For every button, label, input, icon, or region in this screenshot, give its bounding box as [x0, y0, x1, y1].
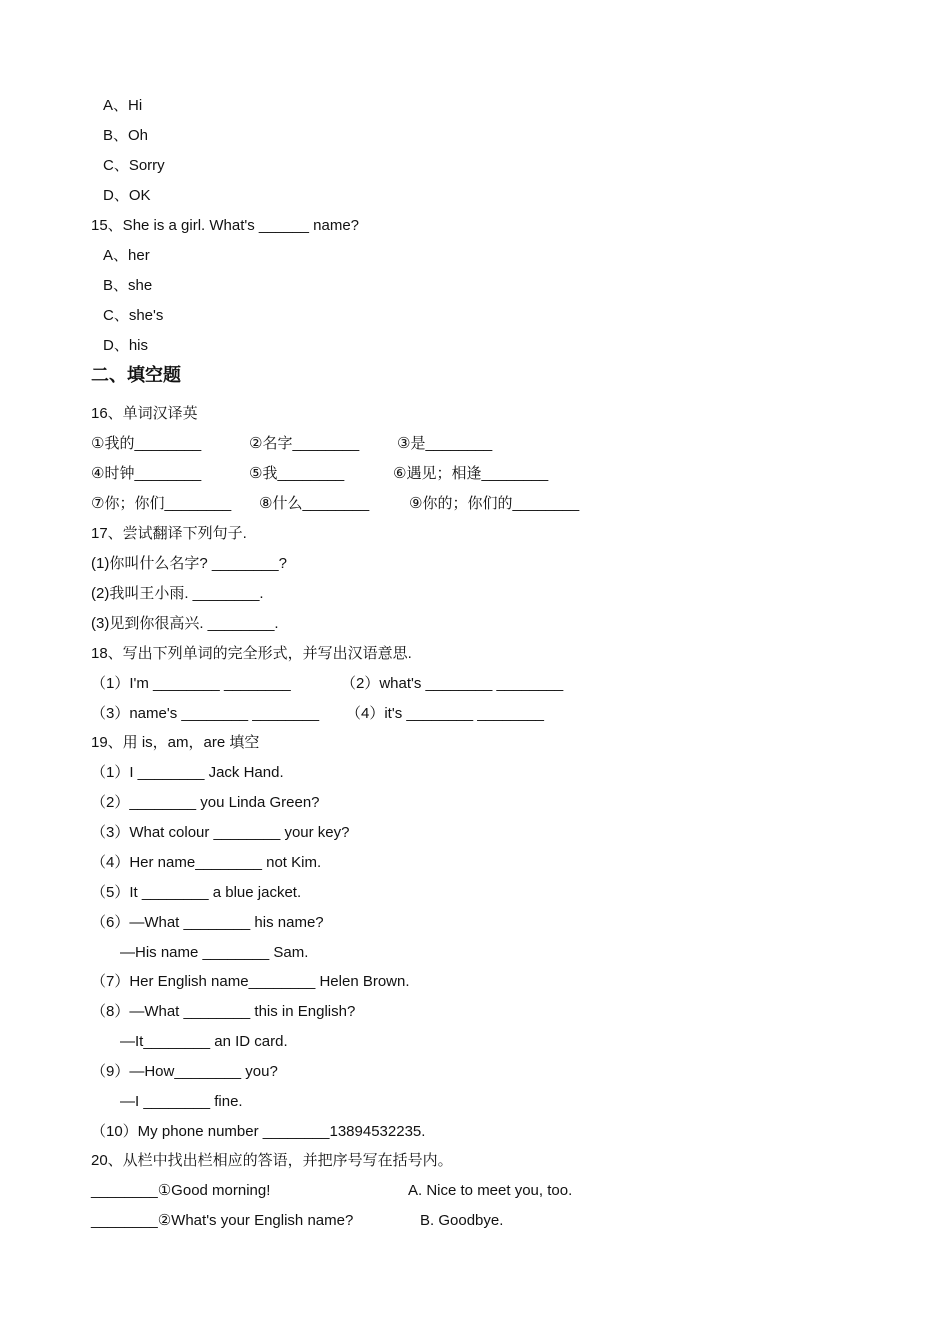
- q20-row-2-right: B. Goodbye.: [420, 1212, 504, 1229]
- q20-row-2-left: ________②What's your English name?: [91, 1212, 354, 1229]
- q19-item-7: （7）Her English name________ Helen Brown.: [91, 973, 410, 990]
- q15-option-a: A、her: [103, 247, 150, 264]
- q19-item-8: （8）—What ________ this in English?: [91, 1003, 356, 1020]
- q20-row-1-left: ________①Good morning!: [91, 1182, 271, 1199]
- q19-item-8-answer: —It________ an ID card.: [120, 1033, 288, 1050]
- q15-option-b: B、she: [103, 277, 153, 294]
- q18-item-2: （2）what's ________ ________: [341, 675, 564, 692]
- q19-item-9: （9）—How________ you?: [91, 1063, 278, 1080]
- q20-title: 20、从栏中找出栏相应的答语，并把序号写在括号内。: [91, 1152, 453, 1169]
- q16-item-7: ⑦你；你们________: [91, 495, 232, 512]
- q18-row-1: [91, 669, 851, 699]
- q19-item-4: （4）Her name________ not Kim.: [91, 854, 322, 871]
- q20-row-2: [91, 1206, 851, 1236]
- q20-row-1-right: A. Nice to meet you, too.: [408, 1182, 573, 1199]
- q17-item-1: (1)你叫什么名字? ________?: [91, 555, 287, 572]
- q16-title: 16、单词汉译英: [91, 405, 198, 422]
- q18-row-2: [91, 699, 851, 729]
- q18-item-4: （4）it's ________ ________: [346, 705, 545, 722]
- q16-item-8: ⑧什么________: [259, 495, 370, 512]
- q18-item-1: （1）I'm ________ ________: [91, 675, 291, 692]
- q19-item-5: （5）It ________ a blue jacket.: [91, 884, 302, 901]
- q16-row-2: [91, 459, 851, 489]
- q18-title: 18、写出下列单词的完全形式，并写出汉语意思.: [91, 645, 412, 662]
- q15-option-c: C、she's: [103, 307, 164, 324]
- q16-item-5: ⑤我________: [249, 465, 345, 482]
- q17-item-2: (2)我叫王小雨. ________.: [91, 585, 264, 602]
- q14-option-b: B、Oh: [103, 127, 149, 144]
- q19-item-10: （10）My phone number ________13894532235.: [91, 1123, 426, 1140]
- q14-option-d: D、OK: [103, 187, 151, 204]
- q16-row-3: [91, 489, 851, 519]
- q16-item-9: ⑨你的；你们的________: [409, 495, 580, 512]
- q19-item-3: （3）What colour ________ your key?: [91, 824, 350, 841]
- q16-item-1: ①我的________: [91, 435, 202, 452]
- q19-item-6: （6）—What ________ his name?: [91, 914, 324, 931]
- q19-title: 19、用 is，am，are 填空: [91, 734, 260, 751]
- q19-item-2: （2）________ you Linda Green?: [91, 794, 320, 811]
- q16-item-6: ⑥遇见；相逢________: [393, 465, 549, 482]
- q19-item-1: （1）I ________ Jack Hand.: [91, 764, 284, 781]
- q19-item-6-answer: —His name ________ Sam.: [120, 944, 309, 961]
- q19-item-9-answer: —I ________ fine.: [120, 1093, 243, 1110]
- section-heading-fill-in: 二、填空题: [91, 365, 181, 385]
- q17-item-3: (3)见到你很高兴. ________.: [91, 615, 279, 632]
- q14-option-a: A、Hi: [103, 97, 143, 114]
- q16-item-4: ④时钟________: [91, 465, 202, 482]
- q15-question: 15、She is a girl. What's ______ name?: [91, 217, 360, 234]
- q16-row-1: [91, 429, 851, 459]
- q14-option-c: C、Sorry: [103, 157, 165, 174]
- q15-option-d: D、his: [103, 337, 149, 354]
- q16-item-3: ③是________: [397, 435, 493, 452]
- q20-row-1: [91, 1176, 851, 1206]
- q18-item-3: （3）name's ________ ________: [91, 705, 320, 722]
- q16-item-2: ②名字________: [249, 435, 360, 452]
- q17-title: 17、尝试翻译下列句子.: [91, 525, 247, 542]
